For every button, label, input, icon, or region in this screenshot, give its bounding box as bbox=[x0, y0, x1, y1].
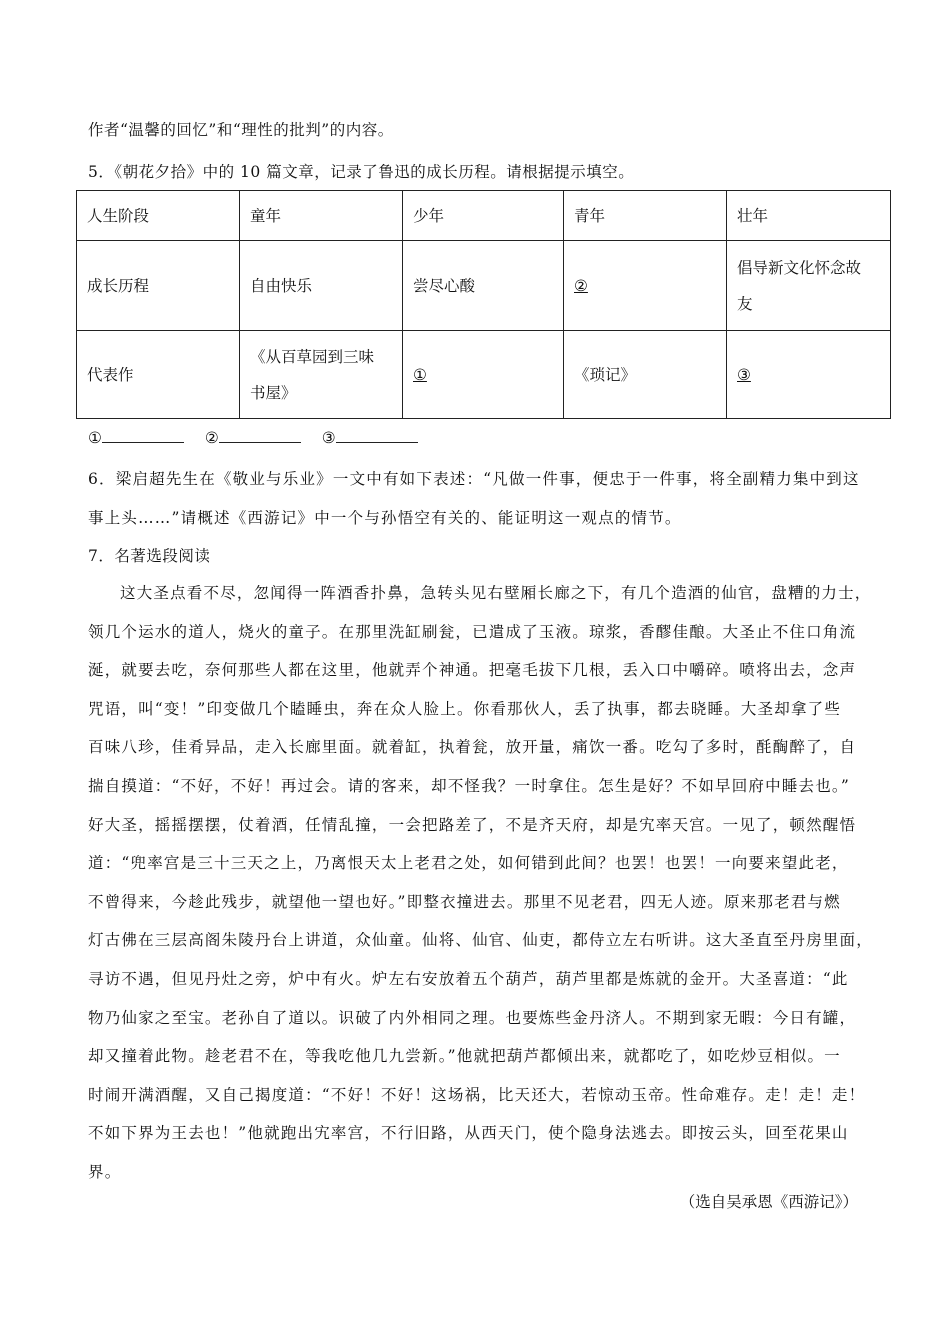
blank-marker-3: ③ bbox=[737, 365, 751, 384]
table-row bbox=[77, 331, 891, 419]
cell-text-line: 友 bbox=[737, 294, 753, 313]
question-6 bbox=[88, 460, 878, 537]
table-cell bbox=[727, 331, 891, 419]
blank-label-3: ③ bbox=[321, 429, 336, 447]
passage-line: 领几个运水的道人，烧火的童子。在那里洗缸刷瓮，已遣成了玉液。琼浆，香醪佳酿。大圣止不住口角流 bbox=[88, 622, 857, 641]
passage-line: 这大圣点看不尽，忽闻得一阵酒香扑鼻，急转头见右壁厢长廊之下，有几个造酒的仙官，盘糟的力士， bbox=[120, 584, 872, 602]
passage-line: 百味八珍，佳肴异品，走入长廊里面。就着缸，执着瓮，放开量，痛饮一番。吃勾了多时，酕醄醉了，自 bbox=[88, 738, 857, 757]
cell-text-line: 倡导新文化怀念故 bbox=[737, 258, 862, 277]
table-cell: 代表作 bbox=[77, 331, 240, 419]
passage-line: 物乃仙家之至宝。老孙自了道以。识破了内外相同之理。也要炼些金丹济人。不期到家无暇：今日有罐， bbox=[88, 1008, 857, 1027]
table-cell: 自由快乐 bbox=[240, 241, 403, 331]
passage-line: 涎，就要去吃，奈何那些人都在这里，他就弄个神通。把毫毛拔下几根，丢入口中嚼碎。喷将出去，念声 bbox=[88, 661, 857, 680]
table-row bbox=[77, 241, 891, 331]
passage-line: 灯古佛在三层高阁朱陵丹台上讲道，众仙童。仙将、仙官、仙吏，都侍立左右听讲。这大圣直至丹房里面， bbox=[88, 931, 873, 950]
cell-text-line: 《从百草园到三味 bbox=[250, 347, 375, 366]
table-cell: 《琐记》 bbox=[564, 331, 727, 419]
growth-table bbox=[76, 190, 891, 419]
passage-line: 道：“兜率宫是三十三天之上，乃离恨天太上老君之处，如何错到此间？也罢！也罢！一向要来望此老， bbox=[88, 854, 849, 873]
question-7-title: 7．名著选段阅读 bbox=[88, 547, 211, 565]
answer-blank-2[interactable] bbox=[219, 428, 301, 443]
table-cell bbox=[403, 331, 564, 419]
blank-marker-2: ② bbox=[574, 276, 588, 295]
table-cell: 少年 bbox=[403, 191, 564, 241]
table-row bbox=[77, 191, 891, 241]
table-cell: 成长历程 bbox=[77, 241, 240, 331]
passage-line: 不曾得来，今趁此残步，就望他一望也好。”即整衣撞进去。那里不见老君，四无人迹。原来那老君与燃 bbox=[88, 892, 841, 911]
passage-line: 不如下界为王去也！”他就跑出宄率宫，不行旧路，从西天门，使个隐身法逃去。即按云头，回至花果山 bbox=[88, 1124, 849, 1143]
answer-blank-3[interactable] bbox=[336, 428, 418, 443]
blank-marker-1: ① bbox=[413, 365, 427, 384]
answer-blanks bbox=[88, 428, 434, 447]
passage-line: 寻访不遇，但见丹灶之旁，炉中有火。炉左右安放着五个葫芦，葫芦里都是炼就的金开。大圣喜道：“此 bbox=[88, 969, 849, 988]
blank-label-2: ② bbox=[204, 429, 219, 447]
table-cell bbox=[727, 241, 891, 331]
answer-blank-1[interactable] bbox=[102, 428, 184, 443]
question-5-stem: 5．《朝花夕拾》中的 10 篇文章，记录了鲁迅的成长历程。请根据提示填空。 bbox=[88, 163, 635, 181]
table-cell: 青年 bbox=[564, 191, 727, 241]
passage-line: 好大圣，摇摇摆摆，仗着酒，任情乱撞，一会把路差了，不是齐天府，却是宄率天宫。一见了，顿然醒悟 bbox=[88, 815, 857, 834]
passage bbox=[88, 574, 878, 1192]
passage-source: （选自吴承恩《西游记》） bbox=[679, 1193, 858, 1211]
passage-line: 揣自摸道：“不好，不好！再过会。请的客来，却不怪我？一时拿住。怎生是好？不如早回府中睡去也。” bbox=[88, 776, 851, 795]
table-cell: 童年 bbox=[240, 191, 403, 241]
question-6-line: 事上头……”请概述《西游记》中一个与孙悟空有关的、能证明这一观点的情节。 bbox=[88, 508, 682, 527]
blank-label-1: ① bbox=[88, 429, 102, 447]
passage-line: 时闹开满酒醒，又自己揭度道：“不好！不好！这场祸，比天还大，若惊动玉帝。性命难存。走！走！走！ bbox=[88, 1085, 866, 1104]
table-cell bbox=[240, 331, 403, 419]
table-cell: 壮年 bbox=[727, 191, 891, 241]
passage-line: 界。 bbox=[88, 1162, 122, 1181]
passage-line: 却又撞着此物。趁老君不在，等我吃他几九尝新。”他就把葫芦都倾出来，就都吃了，如吃炒豆相似。一 bbox=[88, 1047, 841, 1066]
cell-text-line: 书屋》 bbox=[250, 383, 297, 402]
table-cell: 人生阶段 bbox=[77, 191, 240, 241]
passage-line: 咒语，叫“变！”印变做几个瞌睡虫，奔在众人脸上。你看那伙人，丢了执事，都去晓睡。大圣却拿了些 bbox=[88, 699, 842, 718]
intro-line: 作者“温馨的回忆”和“理性的批判”的内容。 bbox=[88, 121, 394, 139]
question-6-line: 6．梁启超先生在《敬业与乐业》一文中有如下表述：“凡做一件事，便忠于一件事，将全副精力集中到这 bbox=[88, 470, 860, 488]
table-cell: 尝尽心酸 bbox=[403, 241, 564, 331]
table-cell bbox=[564, 241, 727, 331]
